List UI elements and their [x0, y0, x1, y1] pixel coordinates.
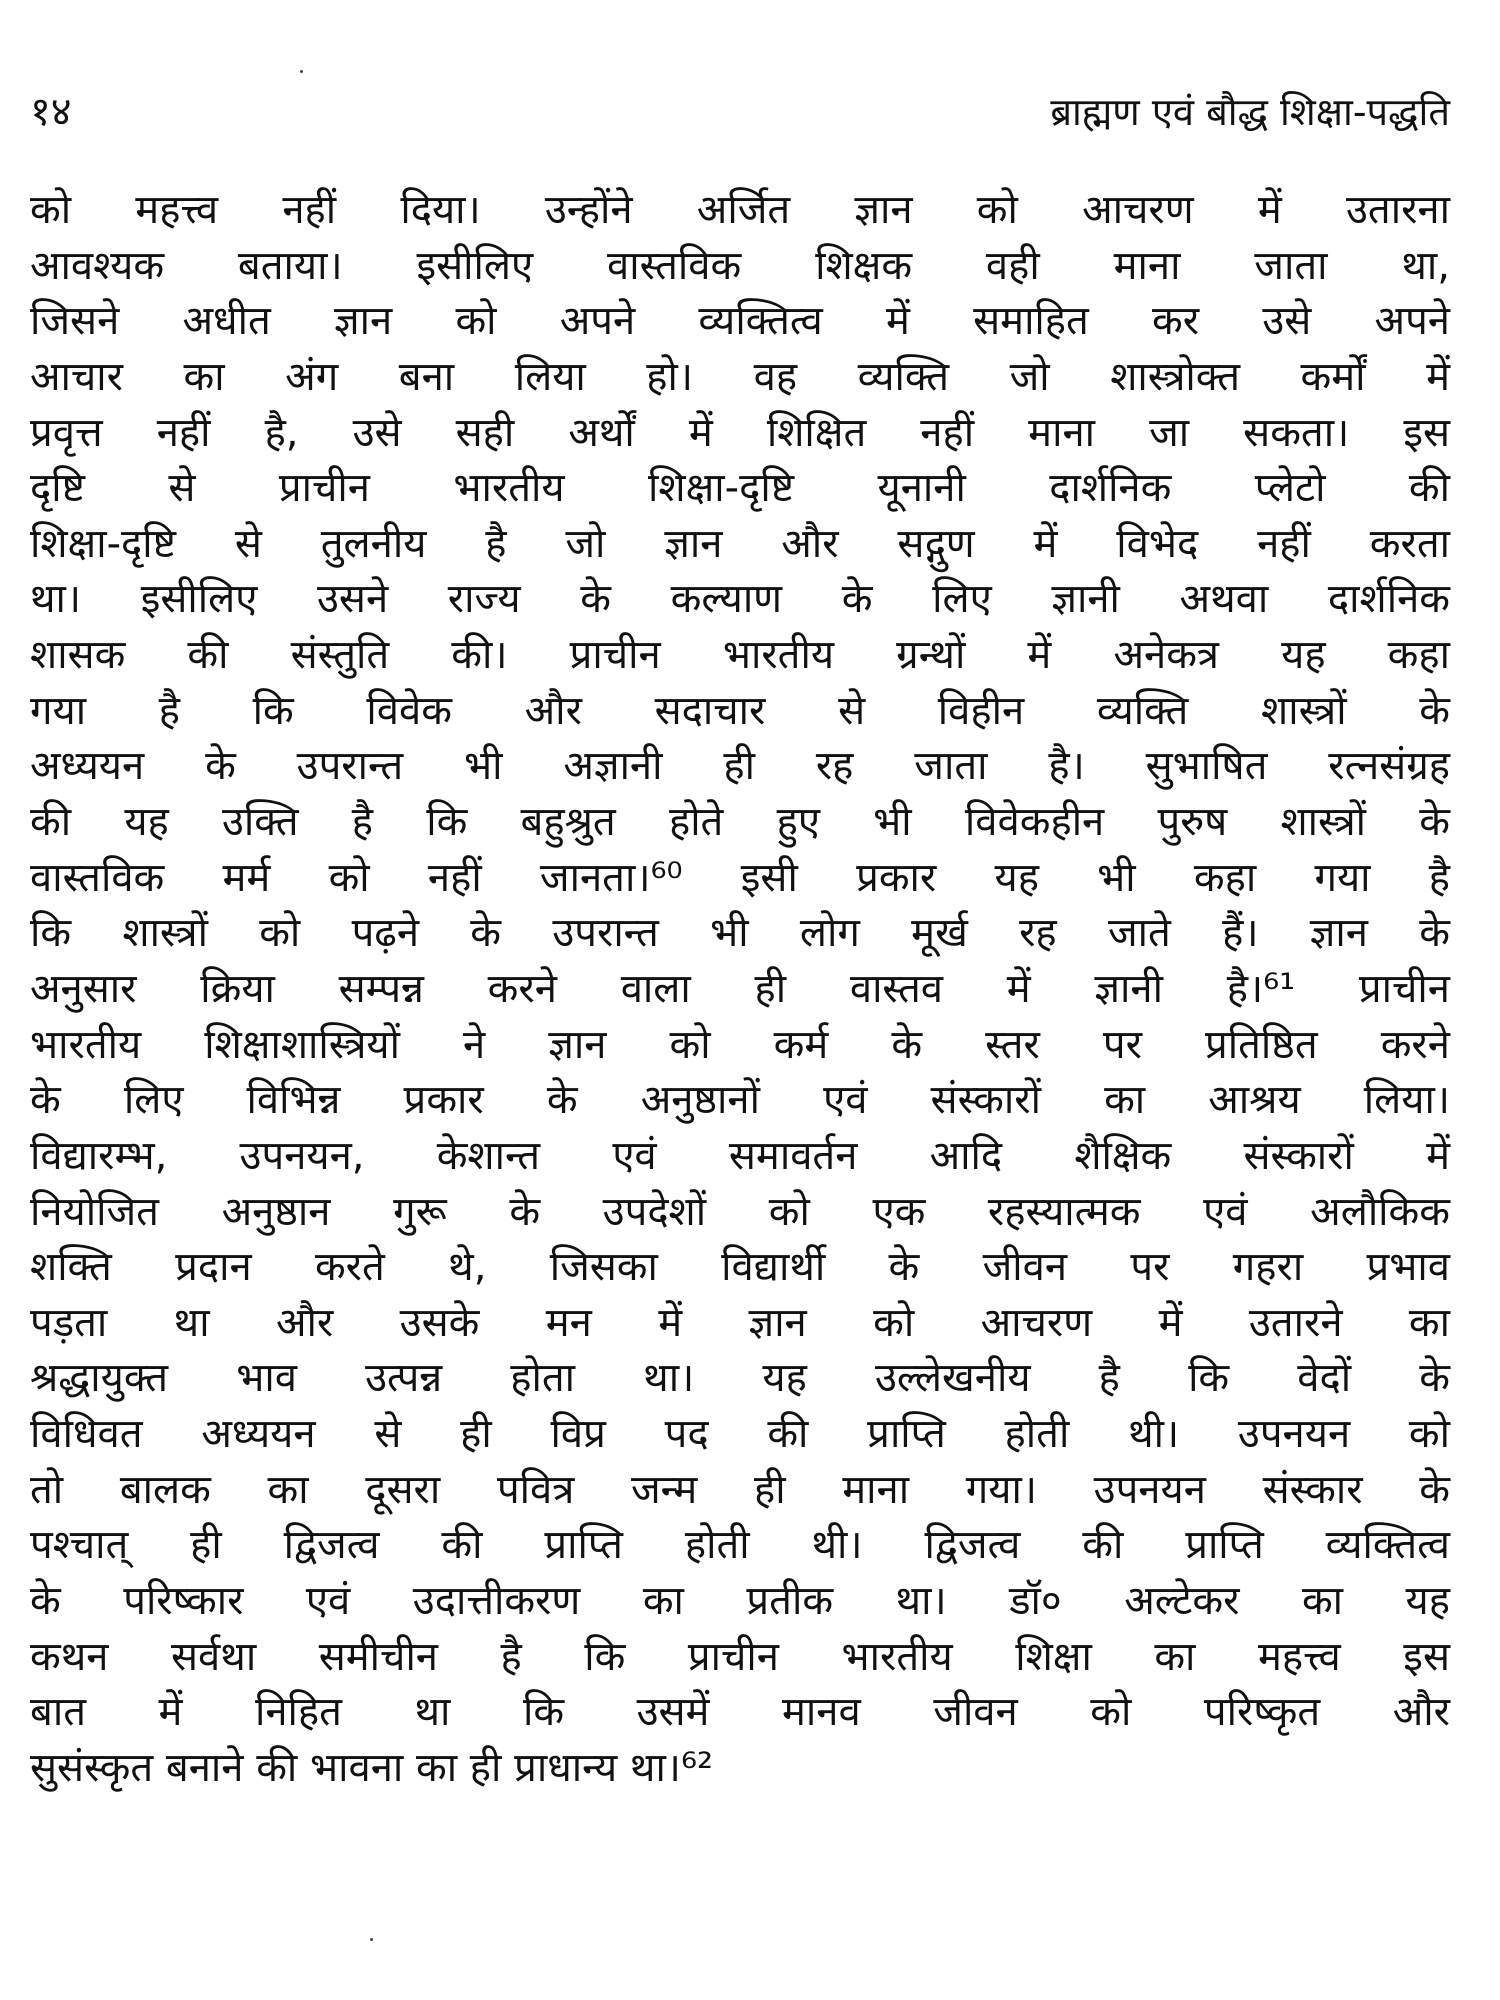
- running-title: ब्राह्मण एवं बौद्ध शिक्षा-पद्धति: [1050, 90, 1450, 134]
- page-header: [30, 82, 1450, 142]
- text-line: की यह उक्ति है कि बहुश्रुत होते हुए भी विवेकहीन पुरुष शास्त्रों के: [30, 799, 1450, 846]
- text-line: विद्यारम्भ, उपनयन, केशान्त एवं समावर्तन आदि शैक्षिक संस्कारों में: [30, 1132, 1450, 1179]
- text-line: शिक्षा-दृष्टि से तुलनीय है जो ज्ञान और सद्गुण में विभेद नहीं करता: [30, 520, 1450, 567]
- text-line: कथन सर्वथा समीचीन है कि प्राचीन भारतीय शिक्षा का महत्त्व इस: [30, 1633, 1450, 1680]
- text-line: गया है कि विवेक और सदाचार से विहीन व्यक्ति शास्त्रों के: [30, 687, 1450, 734]
- text-line: विधिवत अध्ययन से ही विप्र पद की प्राप्ति होती थी। उपनयन को: [30, 1411, 1450, 1458]
- text-line: पड़ता था और उसके मन में ज्ञान को आचरण में उतारने का: [30, 1299, 1450, 1346]
- text-line: कि शास्त्रों को पढ़ने के उपरान्त भी लोग मूर्ख रह जाते हैं। ज्ञान के: [30, 910, 1450, 957]
- text-line: नियोजित अनुष्ठान गुरू के उपदेशों को एक रहस्यात्मक एवं अलौकिक: [30, 1188, 1450, 1235]
- text-line: जिसने अधीत ज्ञान को अपने व्यक्तित्व में समाहित कर उसे अपने: [30, 298, 1450, 345]
- text-line: अनुसार क्रिया सम्पन्न करने वाला ही वास्तव में ज्ञानी है।⁶¹ प्राचीन: [30, 965, 1450, 1012]
- text-line: तो बालक का दूसरा पवित्र जन्म ही माना गया। उपनयन संस्कार के: [30, 1466, 1450, 1513]
- text-line: वास्तविक मर्म को नहीं जानता।⁶⁰ इसी प्रकार यह भी कहा गया है: [30, 854, 1450, 901]
- text-line: के परिष्कार एवं उदात्तीकरण का प्रतीक था। डॉ० अल्टेकर का यह: [30, 1578, 1450, 1625]
- body-paragraph: [30, 183, 1450, 1797]
- text-line: आचार का अंग बना लिया हो। वह व्यक्ति जो शास्त्रोक्त कर्मों में: [30, 353, 1450, 400]
- text-line: था। इसीलिए उसने राज्य के कल्याण के लिए ज्ञानी अथवा दार्शनिक: [30, 576, 1450, 623]
- text-line: पश्चात् ही द्विजत्व की प्राप्ति होती थी। द्विजत्व की प्राप्ति व्यक्तित्व: [30, 1522, 1450, 1569]
- text-line: शासक की संस्तुति की। प्राचीन भारतीय ग्रन्थों में अनेकत्र यह कहा: [30, 632, 1450, 679]
- text-line: श्रद्धायुक्त भाव उत्पन्न होता था। यह उल्लेखनीय है कि वेदों के: [30, 1355, 1450, 1402]
- page-number: १४: [30, 89, 72, 135]
- text-line: भारतीय शिक्षाशास्त्रियों ने ज्ञान को कर्म के स्तर पर प्रतिष्ठित करने: [30, 1021, 1450, 1068]
- text-line: दृष्टि से प्राचीन भारतीय शिक्षा-दृष्टि यूनानी दार्शनिक प्लेटो की: [30, 465, 1450, 512]
- text-line: अध्ययन के उपरान्त भी अज्ञानी ही रह जाता है। सुभाषित रत्नसंग्रह: [30, 743, 1450, 790]
- text-line: के लिए विभिन्न प्रकार के अनुष्ठानों एवं संस्कारों का आश्रय लिया।: [30, 1077, 1450, 1124]
- text-line: प्रवृत्त नहीं है, उसे सही अर्थों में शिक्षित नहीं माना जा सकता। इस: [30, 409, 1450, 456]
- text-line: सुसंस्कृत बनाने की भावना का ही प्राधान्य था।⁶²: [30, 1744, 714, 1791]
- text-line: बात में निहित था कि उसमें मानव जीवन को परिष्कृत और: [30, 1689, 1450, 1736]
- text-line: को महत्त्व नहीं दिया। उन्होंने अर्जित ज्ञान को आचरण में उतारना: [30, 187, 1450, 233]
- text-line: आवश्यक बताया। इसीलिए वास्तविक शिक्षक वही माना जाता था,: [30, 242, 1450, 289]
- text-line: शक्ति प्रदान करते थे, जिसका विद्यार्थी के जीवन पर गहरा प्रभाव: [30, 1244, 1450, 1291]
